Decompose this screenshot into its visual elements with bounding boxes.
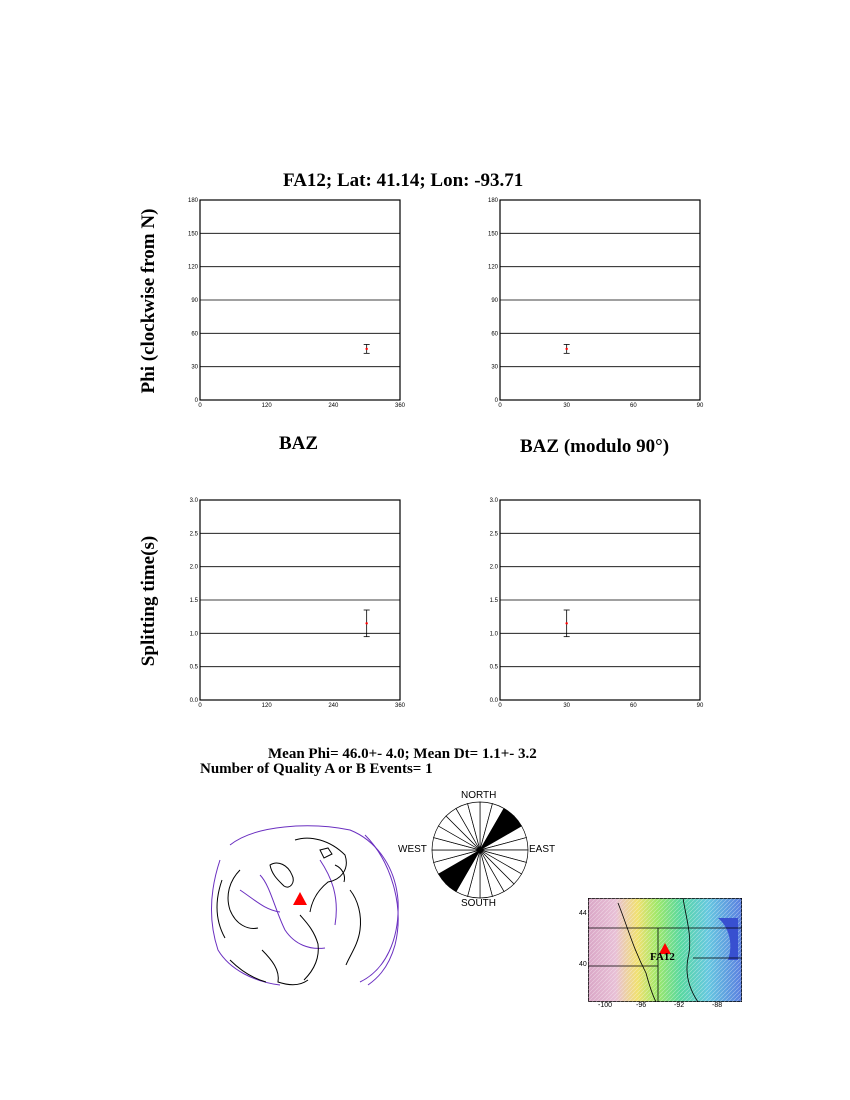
rose-west-label: WEST	[398, 844, 427, 855]
x-tick-label: 240	[328, 403, 339, 407]
y-tick-label: 30	[191, 364, 198, 371]
x-tick-label: 60	[629, 403, 637, 407]
page-title: FA12; Lat: 41.14; Lon: -93.71	[283, 170, 524, 191]
x-tick-label: 240	[328, 703, 339, 707]
data-point	[565, 348, 567, 350]
y-tick-label: 120	[187, 264, 198, 271]
phi-axis-label: Phi (clockwise from N)	[138, 208, 159, 394]
rose-north-label: NORTH	[461, 790, 497, 801]
baz-label: BAZ	[279, 433, 319, 454]
baz-mod-label: BAZ (modulo 90°)	[520, 436, 670, 457]
globe-map	[200, 820, 410, 990]
lon-tick-88: -88	[712, 1002, 723, 1009]
y-tick-label: 60	[491, 331, 498, 338]
chart-dt-baz	[185, 492, 410, 707]
y-tick-label: 2.5	[189, 531, 198, 538]
lon-tick-100: -100	[598, 1002, 613, 1009]
y-tick-label: 0.0	[189, 698, 198, 704]
y-tick-label: 0	[494, 398, 498, 404]
summary-mean: Mean Phi= 46.0+- 4.0; Mean Dt= 1.1+- 3.2	[268, 746, 537, 762]
lat-tick-44: 44	[579, 910, 587, 917]
y-tick-label: 120	[487, 264, 498, 271]
x-tick-label: 30	[563, 403, 571, 407]
station-label: FA12	[650, 951, 675, 963]
y-tick-label: 1.5	[189, 598, 198, 604]
y-tick-label: 2.0	[489, 564, 498, 571]
x-tick-label: 90	[696, 403, 704, 407]
lon-tick-92: -92	[674, 1002, 685, 1009]
y-tick-label: 60	[191, 331, 198, 338]
y-tick-label: 0.5	[489, 664, 498, 671]
y-tick-label: 90	[191, 298, 198, 304]
y-tick-label: 1.0	[189, 631, 198, 638]
summary-count: Number of Quality A or B Events= 1	[200, 761, 433, 777]
y-tick-label: 180	[487, 198, 498, 204]
lon-tick-96: -96	[636, 1002, 647, 1009]
station-marker	[293, 892, 307, 905]
data-point	[565, 622, 567, 624]
y-tick-label: 0.5	[189, 664, 198, 671]
y-tick-label: 0.0	[489, 698, 498, 704]
x-tick-label: 360	[394, 703, 406, 707]
y-tick-label: 1.5	[489, 598, 498, 604]
rose-diagram	[395, 788, 565, 913]
lat-tick-40: 40	[579, 961, 587, 968]
x-tick-label: 0	[198, 403, 202, 407]
y-tick-label: 0	[194, 398, 198, 404]
y-tick-label: 150	[487, 231, 498, 238]
y-tick-label: 90	[491, 298, 498, 304]
dt-axis-label: Splitting time(s)	[138, 535, 159, 667]
x-tick-label: 0	[498, 403, 502, 407]
data-point	[365, 348, 367, 350]
x-tick-label: 60	[629, 703, 637, 707]
y-tick-label: 2.5	[489, 531, 498, 538]
rose-east-label: EAST	[529, 844, 556, 855]
x-tick-label: 360	[394, 403, 406, 407]
y-tick-label: 3.0	[189, 498, 198, 504]
x-tick-label: 120	[261, 403, 272, 407]
x-tick-label: 120	[261, 703, 272, 707]
chart-dt-baz-mod	[485, 492, 710, 707]
y-tick-label: 3.0	[489, 498, 498, 504]
station-relief-map	[579, 898, 742, 1009]
x-tick-label: 30	[563, 703, 571, 707]
chart-phi-baz	[185, 192, 410, 407]
y-tick-label: 2.0	[189, 564, 198, 571]
data-point	[365, 622, 367, 624]
y-tick-label: 150	[187, 231, 198, 238]
y-tick-label: 180	[187, 198, 198, 204]
x-tick-label: 0	[198, 703, 202, 707]
x-tick-label: 0	[498, 703, 502, 707]
y-tick-label: 30	[491, 364, 498, 371]
y-tick-label: 1.0	[489, 631, 498, 638]
rose-south-label: SOUTH	[461, 898, 496, 909]
x-tick-label: 90	[696, 703, 704, 707]
chart-phi-baz-mod	[485, 192, 710, 407]
relief-map-svg	[588, 898, 742, 1002]
